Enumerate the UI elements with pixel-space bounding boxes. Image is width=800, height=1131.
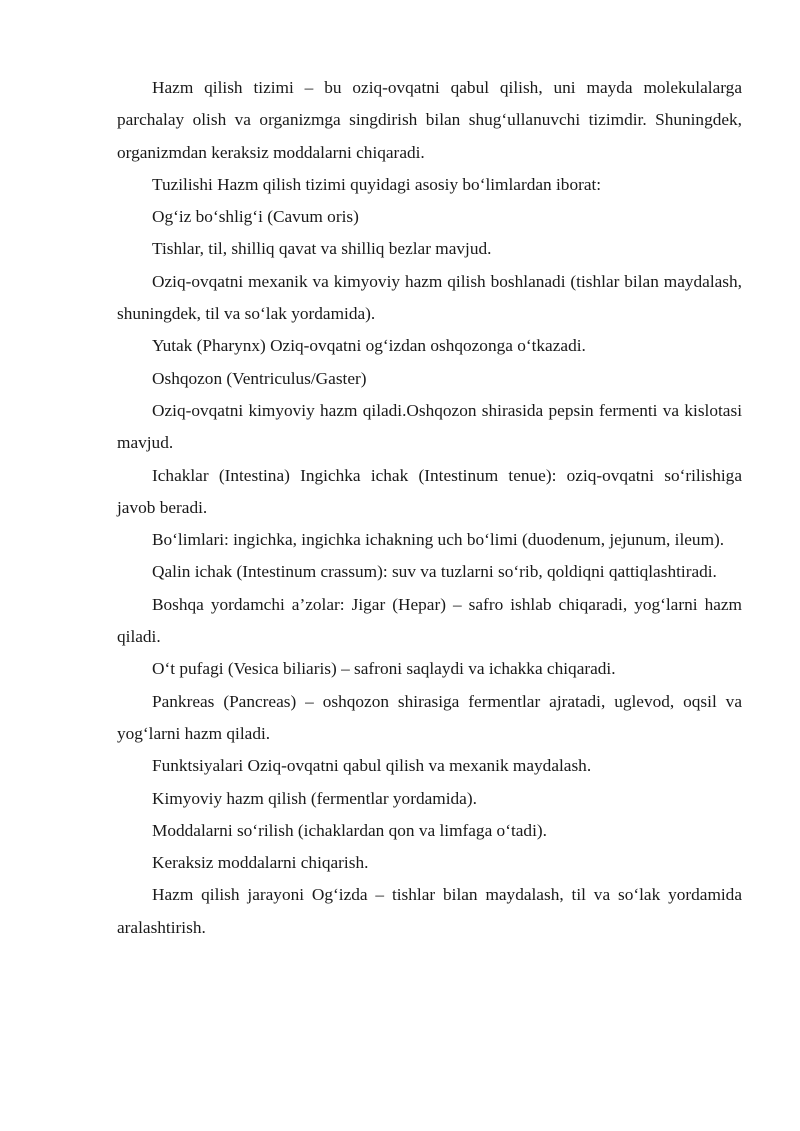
paragraph-oral-cavity: Og‘iz bo‘shlig‘i (Cavum oris) <box>152 207 359 227</box>
paragraph-pharynx: Yutak (Pharynx) Oziq-ovqatni og‘izdan oshqozonga o‘tkazadi. <box>152 336 586 356</box>
paragraph-teeth: Tishlar, til, shilliq qavat va shilliq bezlar mavjud. <box>152 239 492 259</box>
paragraph-gallbladder: O‘t pufagi (Vesica biliaris) – safroni saqlaydi va ichakka chiqaradi. <box>152 659 616 679</box>
paragraph-intro: Hazm qilish tizimi – bu oziq-ovqatni qabul qilish, uni mayda molekulalarga parchalay olish va organizmga singdirish bilan shug‘ullanuvchi tizimdir. Shuningdek, organizmdan keraksiz moddalarni chiqaradi. <box>117 78 742 162</box>
paragraph-pancreas: Pankreas (Pancreas) – oshqozon shirasiga fermentlar ajratadi, uglevod, oqsil va yog‘larni hazm qiladi. <box>117 691 742 743</box>
paragraph-small-intestine-parts: Bo‘limlari: ingichka, ingichka ichakning uch bo‘limi (duodenum, jejunum, ileum). <box>152 530 725 550</box>
paragraph-large-intestine: Qalin ichak (Intestinum crassum): suv va tuzlarni so‘rib, qoldiqni qattiqlashtiradi. <box>152 562 717 582</box>
paragraph-excretion: Keraksiz moddalarni chiqarish. <box>152 853 369 873</box>
paragraph-digestion-process: Hazm qilish jarayoni Og‘izda – tishlar bilan maydalash, til va so‘lak yordamida aralashtirish. <box>117 885 742 937</box>
paragraph-liver: Boshqa yordamchi a’zolar: Jigar (Hepar) – safro ishlab chiqaradi, yog‘larni hazm qiladi. <box>117 594 742 647</box>
paragraph-structure-heading: Tuzilishi Hazm qilish tizimi quyidagi asosiy bo‘limlardan iborat: <box>152 174 602 194</box>
paragraph-intestines: Ichaklar (Intestina) Ingichka ichak (Intestinum tenue): oziq-ovqatni so‘rilishiga javob beradi. <box>117 465 742 517</box>
paragraph-absorption: Moddalarni so‘rilish (ichaklardan qon va limfaga o‘tadi). <box>152 820 547 840</box>
paragraph-digestion-start: Oziq-ovqatni mexanik va kimyoviy hazm qilish boshlanadi (tishlar bilan maydalash, shuningdek, til va so‘lak yordamida). <box>117 271 742 324</box>
paragraph-functions: Funktsiyalari Oziq-ovqatni qabul qilish va mexanik maydalash. <box>152 756 592 776</box>
paragraph-chemical-digestion: Kimyoviy hazm qilish (fermentlar yordamida). <box>152 788 477 808</box>
paragraph-stomach-function: Oziq-ovqatni kimyoviy hazm qiladi.Oshqozon shirasida pepsin fermenti va kislotasi mavjud. <box>117 400 742 453</box>
paragraph-stomach: Oshqozon (Ventriculus/Gaster) <box>152 368 367 388</box>
document-page <box>117 72 742 944</box>
